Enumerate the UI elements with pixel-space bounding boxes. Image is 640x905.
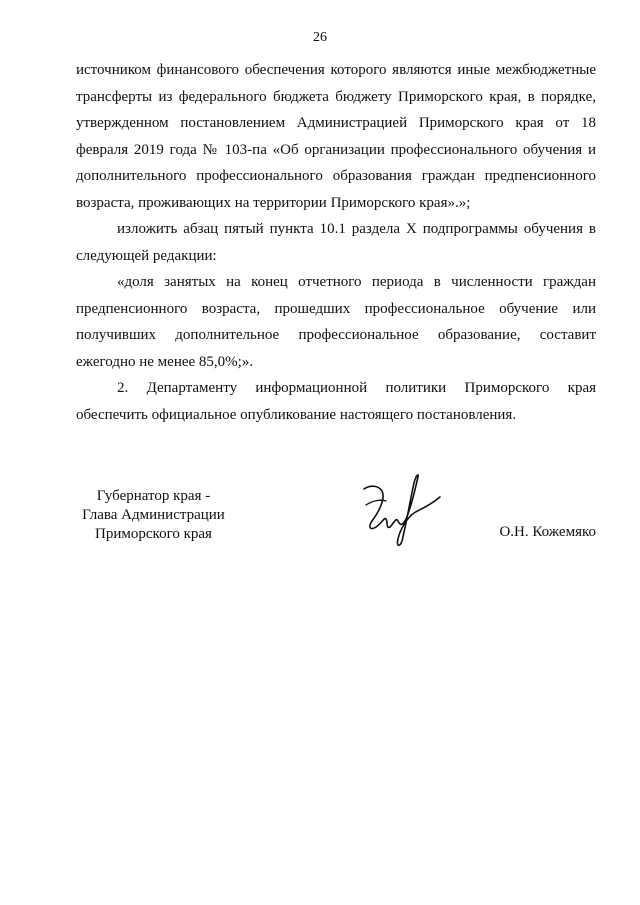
- signer-title: [76, 487, 231, 544]
- signer-name: О.Н. Кожемяко: [499, 524, 596, 540]
- signer-title-line: Губернатор края -: [96, 488, 211, 504]
- paragraph-amendment-intro: изложить абзац пятый пункта 10.1 раздела X подпрограммы обучения в следующей редакции:: [76, 221, 596, 264]
- signer-title-line: Глава Администрации: [82, 507, 225, 523]
- document-body: [76, 57, 596, 428]
- paragraph-publication-order: 2. Департаменту информационной политики Приморского края обеспечить официальное опубликование настоящего постановления.: [76, 380, 596, 423]
- paragraph-amendment-text: «доля занятых на конец отчетного периода в численности граждан предпенсионного возраста, прошедших профессиональное обучение или получивших дополнительное профессиональное образование, составит ежегодно не менее 85,0%;».: [76, 274, 596, 370]
- paragraph-continuation: источником финансового обеспечения которого являются иные межбюджетные трансферты из федерального бюджета бюджету Приморского края, в порядке, утвержденном постановлением Администрацией Приморского края от 18 февраля 2019 года № 103-па «Об организации профессионального обучения и дополнительного профессионального образования граждан предпенсионного возраста, проживающих на территории Приморского края».»;: [76, 62, 596, 211]
- handwritten-signature: [356, 467, 446, 557]
- signature-block: [76, 487, 596, 547]
- page-number: 26: [313, 30, 327, 45]
- signer-title-line: Приморского края: [95, 526, 212, 542]
